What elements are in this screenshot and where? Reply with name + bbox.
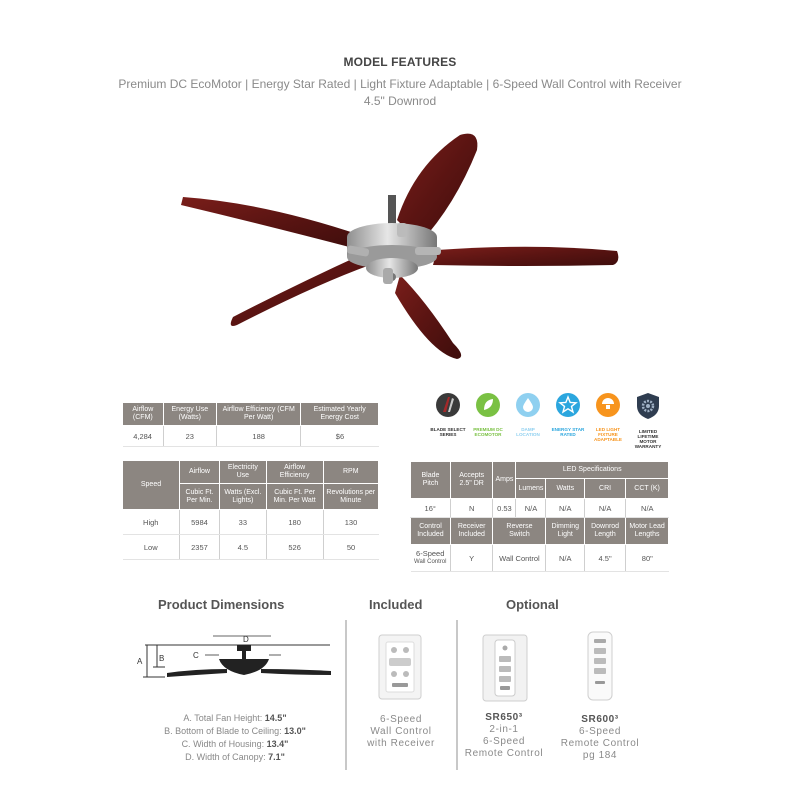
model-features-list [0,76,800,110]
cell-control-line-1: 6-Speed [416,549,445,558]
shield-gear-icon [635,392,661,420]
cell-led-watts: N/A [546,499,585,518]
cell-reverse-switch: Wall Control [493,545,546,572]
dim-item-c [120,738,350,751]
sr650-remote-image [482,634,528,702]
blade-select-icon [435,392,461,418]
cell-cri: N/A [585,499,626,518]
badge-label: BLADE SELECT SERIES [430,427,466,437]
cell-cct: N/A [626,499,669,518]
dim-label: A. Total Fan Height: [183,713,263,723]
product-dimensions-title: Product Dimensions [158,597,285,612]
subheader-cfm: Cubic Ft. Per Min. [180,484,220,510]
header-electricity-use: Electricity Use [219,461,266,484]
cell-speed: High [123,510,180,535]
header-rpm: RPM [323,461,379,484]
warranty-badge [630,392,666,449]
header-reverse-switch: Reverse Switch [493,518,546,545]
dim-item-b [120,725,350,738]
caption-line: with Receiver [367,738,435,749]
cell-rpm: 130 [323,510,379,535]
header-blade-pitch: Blade Pitch [411,462,451,499]
cell-accepts-dr: N [450,499,492,518]
cell-watts: 4.5 [219,535,266,560]
sr600-remote-image [586,631,614,701]
summary-table [122,402,379,447]
dim-label: D. Width of Canopy: [185,752,266,762]
spec-table [410,461,669,572]
table-row [411,499,669,518]
header-speed: Speed [123,461,180,510]
cell-receiver-included: Y [450,545,492,572]
cell-airflow-value: 4,284 [123,426,164,447]
divider [345,620,347,770]
led-adaptable-badge [590,392,626,442]
table-row [123,510,379,535]
water-drop-icon [515,392,541,418]
included-caption [355,714,447,750]
header-amps: Amps [493,462,516,499]
cell-motor-lead: 80" [626,545,669,572]
badge-label: LIMITED LIFETIME MOTOR WARRANTY [634,429,662,449]
header-downrod-length: Downrod Length [585,518,626,545]
dim-label: C. Width of Housing: [181,739,265,749]
caption-line: 6-Speed [379,714,422,725]
dim-letter-c: C [193,651,199,660]
caption-line: Remote Control [464,748,544,759]
sr650-caption [458,712,550,760]
dimension-list [120,712,350,764]
header-yearly-cost: Estimated Yearly Energy Cost [301,403,379,426]
header-airflow-cfm: Airflow (CFM) [123,403,164,426]
header-led-specs: LED Specifications [516,462,669,479]
wall-control-image [378,634,422,700]
subheader-cct: CCT (K) [626,479,669,499]
cell-amps: 0.53 [493,499,516,518]
leaf-icon [475,392,501,418]
dim-value: 13.0" [284,726,306,736]
header-energy-use: Energy Use (Watts) [163,403,216,426]
header-accepts-dr: Accepts 2.5" DR [450,462,492,499]
header-airflow-efficiency: Airflow Efficiency [266,461,323,484]
ecomotor-badge [470,392,506,437]
sr650-model: SR650³ [485,712,523,723]
included-title: Included [369,597,423,612]
damp-location-badge [510,392,546,437]
cell-speed: Low [123,535,180,560]
sr600-model: SR600³ [581,714,619,725]
caption-line: Wall Control [370,726,432,737]
badge-label: LED LIGHT FIXTURE ADAPTABLE [594,427,622,442]
light-bulb-icon [595,392,621,418]
caption-line: Remote Control [560,738,640,749]
subheader-cfm-per-watt: Cubic Ft. Per Min. Per Watt [266,484,323,510]
fan-dimension-diagram [135,625,335,687]
model-features-title: MODEL FEATURES [343,55,457,69]
subheader-watts: Watts (Excl. Lights) [219,484,266,510]
header-receiver-included: Receiver Included [450,518,492,545]
caption-line: 6-Speed [578,726,621,737]
dim-letter-d: D [243,635,249,644]
cell-blade-pitch: 16° [411,499,451,518]
header-control-included: Control Included [411,518,451,545]
table-row [123,535,379,560]
header-dimming-light: Dimming Light [546,518,585,545]
ceiling-fan-image [175,125,635,385]
table-row [411,545,669,572]
dim-letter-b: B [159,654,165,663]
subheader-cri: CRI [585,479,626,499]
header-airflow-efficiency: Airflow Efficiency (CFM Per Watt) [216,403,300,426]
cell-watts: 33 [219,510,266,535]
caption-line: 2-in-1 [489,724,519,735]
cell-airflow: 5984 [180,510,220,535]
energy-star-badge [550,392,586,437]
caption-line: 6-Speed [482,736,525,747]
dim-value: 13.4" [266,739,289,749]
feature-badges [430,392,670,447]
features-line-1: Premium DC EcoMotor | Energy Star Rated | Light Fixture Adaptable | 6-Speed Wall Control with Receiver [118,77,682,91]
subheader-rpm: Revolutions per Minute [323,484,379,510]
cell-energy-value: 23 [163,426,216,447]
dim-item-a [120,712,350,725]
cell-airflow: 2357 [180,535,220,560]
cell-downrod-length: 4.5" [585,545,626,572]
cell-efficiency: 180 [266,510,323,535]
cell-dimming-light: N/A [546,545,585,572]
dim-value: 7.1" [268,752,285,762]
optional-title: Optional [506,597,559,612]
blade-select-badge [430,392,466,437]
cell-rpm: 50 [323,535,379,560]
cell-cost-value: $6 [301,426,379,447]
speed-table [122,460,379,560]
badge-label: ENERGY STAR RATED [551,427,585,437]
cell-control-line-2: Wall Control [414,559,447,565]
header-motor-lead-lengths: Motor Lead Lengths [626,518,669,545]
sr600-caption [553,714,647,762]
star-icon [555,392,581,418]
cell-efficiency: 526 [266,535,323,560]
badge-label: DAMP LOCATION [516,427,540,437]
cell-lumens: N/A [516,499,546,518]
subheader-lumens: Lumens [516,479,546,499]
cell-efficiency-value: 188 [216,426,300,447]
header-airflow: Airflow [180,461,220,484]
badge-label: PREMIUM DC ECOMOTOR [473,427,503,437]
dim-label: B. Bottom of Blade to Ceiling: [164,726,282,736]
table-row [123,426,379,447]
dim-value: 14.5" [264,713,287,723]
cell-control-included [411,545,451,572]
subheader-watts: Watts [546,479,585,499]
dim-item-d [120,751,350,764]
dim-letter-a: A [137,657,143,666]
features-line-2: 4.5" Downrod [363,94,437,108]
caption-line: pg 184 [582,750,618,761]
